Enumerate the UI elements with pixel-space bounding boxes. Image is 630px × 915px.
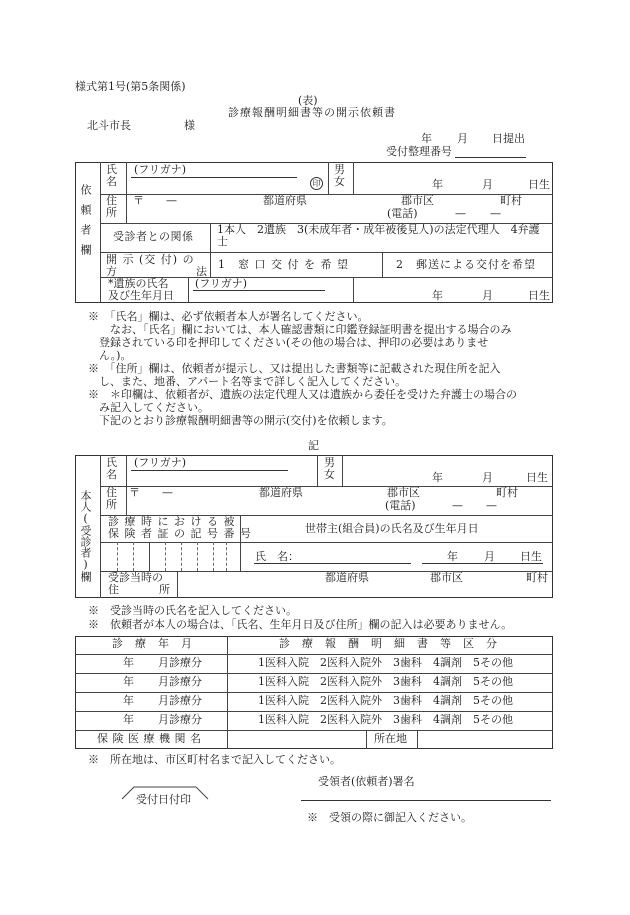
- note-line: ※ ＊印欄は、依頼者が、遺族の法定代理人又は遺族から委任を受けた弁護士の場合の: [88, 388, 517, 401]
- location-note: ※ 所在地は、市区町村名まで記入してください。: [88, 753, 341, 766]
- receipt-number-label: 受付整理番号: [386, 145, 452, 158]
- household-head-birth-year: 年: [447, 550, 458, 563]
- household-head-name-input[interactable]: [300, 545, 410, 562]
- requester-prefecture: 都道府県: [263, 194, 307, 207]
- method-option-mail[interactable]: 2 郵送による交付を希望: [396, 258, 536, 271]
- method-option-window[interactable]: 1 窓 口 交 付 を 希 望: [218, 258, 349, 271]
- location-label: 所在地: [374, 732, 407, 745]
- household-head-name-label: 氏 名：: [255, 550, 299, 563]
- insurance-number-input[interactable]: [101, 543, 239, 570]
- visit-prefecture: 都道府県: [325, 571, 369, 584]
- note-line: 登録されている印を押印してください(その他の場合は、押印の必要はありませ: [88, 336, 489, 349]
- patient-postal-mark: 〒: [129, 486, 140, 499]
- seal-icon: 印: [310, 177, 323, 190]
- submit-year: 年: [421, 132, 432, 145]
- requester-birth-year: 年: [432, 178, 443, 191]
- patient-name-input[interactable]: [128, 471, 313, 485]
- patient-phone-label: (電話): [385, 499, 416, 512]
- submit-month: 月: [457, 132, 468, 145]
- row-types[interactable]: 1医科入院 2医科入院外 3歯科 4調剤 5その他: [258, 675, 513, 688]
- requester-sex-select[interactable]: 男女: [334, 163, 345, 188]
- receipt-number-field[interactable]: [455, 157, 526, 158]
- side-label: (表): [298, 94, 318, 107]
- patient-sex-select[interactable]: 男女: [324, 456, 335, 481]
- note-line: ※ 「氏名」欄は、必ず依頼者本人が署名してください。: [88, 310, 369, 323]
- col-header-month: 診 療 年 月: [112, 637, 193, 650]
- submit-day: 日提出: [492, 132, 525, 145]
- patient-phone-dash-1: —: [452, 499, 463, 512]
- row-year: 年: [123, 656, 134, 669]
- note-line: み記入してください。: [88, 401, 209, 414]
- patient-phone-dash-2: —: [486, 499, 497, 512]
- patient-city: 郡市区: [387, 486, 420, 499]
- visit-city: 郡市区: [430, 571, 463, 584]
- bereaved-label-line2: 及び生年月日: [108, 289, 174, 302]
- row-year: 年: [123, 675, 134, 688]
- note-line: し、また、地番、アパート名等まで詳しく記入してください。: [88, 375, 407, 388]
- visit-address-input[interactable]: [179, 572, 549, 597]
- row-types[interactable]: 1医科入院 2医科入院外 3歯科 4調剤 5その他: [258, 694, 513, 707]
- row-types[interactable]: 1医科入院 2医科入院外 3歯科 4調剤 5その他: [258, 713, 513, 726]
- row-month: 月診療分: [158, 694, 202, 707]
- patient-town: 町村: [496, 486, 518, 499]
- visit-town: 町村: [526, 571, 548, 584]
- requester-town: 町村: [500, 194, 522, 207]
- patient-birth-year: 年: [432, 471, 443, 484]
- requester-phone-dash-1: —: [455, 207, 466, 220]
- row-year: 年: [123, 694, 134, 707]
- requester-phone-dash-2: —: [490, 207, 501, 220]
- document-title: 診療報酬明細書等の開示依頼書: [228, 106, 396, 119]
- row-month: 月診療分: [158, 675, 202, 688]
- requester-birth-month: 月: [482, 178, 493, 191]
- note-line: なお、「氏名」欄においては、本人確認書類に印鑑登録証明書を提出する場合のみ: [88, 323, 512, 336]
- requester-address-input[interactable]: [128, 196, 548, 222]
- bereaved-label-line1: *遺族の氏名: [108, 277, 169, 290]
- requester-section-label: 依頼者欄: [79, 184, 92, 264]
- bereaved-name-input[interactable]: [190, 291, 350, 302]
- patient-address-input[interactable]: [128, 488, 548, 514]
- patient-birth-day: 日生: [526, 471, 548, 484]
- relation-label: 受診者との関係: [113, 230, 194, 243]
- requester-city: 郡市区: [401, 194, 434, 207]
- col-header-type: 診 療 報 酬 明 細 書 等 区 分: [279, 637, 498, 650]
- insurance-label-line2: 保 険 者 証 の 記 号 番 号: [108, 527, 252, 540]
- relation-options[interactable]: 1本人 2遺族 3(未成年者・成年被後見人)の法定代理人 4弁護士: [217, 223, 540, 248]
- institution-name-input[interactable]: [228, 731, 365, 748]
- ki-label: 記: [308, 439, 319, 452]
- requester-name-input[interactable]: [128, 178, 298, 193]
- patient-name-label: 氏名: [106, 456, 117, 481]
- bereaved-birth-year: 年: [432, 289, 443, 302]
- insurance-label-line1: 診 療 時 に お け る 被: [108, 515, 236, 528]
- patient-section-label: 本人(受診者)欄: [79, 490, 92, 582]
- requester-postal-dash: —: [166, 194, 177, 207]
- note-line: ※ 依頼者が本人の場合は、「氏名、生年月日及び住所」欄の記入は必要ありません。: [88, 618, 513, 631]
- household-head-label: 世帯主(組合員)の氏名及び生年月日: [305, 522, 479, 535]
- note-line: ※ 受診当時の氏名を記入してください。: [88, 604, 297, 617]
- form-number: 様式第1号(第5条関係): [75, 80, 186, 93]
- row-year: 年: [123, 713, 134, 726]
- household-head-birth-day: 日生: [520, 550, 542, 563]
- addressee: 北斗市長: [87, 119, 131, 132]
- method-label-line2b: 法: [196, 265, 207, 278]
- signature-input[interactable]: [301, 786, 551, 800]
- location-input[interactable]: [418, 731, 552, 748]
- bereaved-birth-month: 月: [482, 289, 493, 302]
- signature-note: ※ 受領の際に御記入ください。: [307, 811, 472, 824]
- household-head-birth-month: 月: [484, 550, 495, 563]
- requester-postal-mark: 〒: [133, 194, 144, 207]
- visit-address-label-line2a: 住: [108, 583, 119, 596]
- method-label-line2a: 方: [106, 265, 117, 278]
- bereaved-birth-day: 日生: [528, 289, 550, 302]
- receipt-stamp-label: 受付日付印: [136, 793, 191, 806]
- requester-address-label: 住所: [106, 194, 117, 219]
- patient-address-label: 住所: [106, 486, 117, 511]
- patient-postal-dash: —: [162, 486, 173, 499]
- note-line: 下記のとおり診療報酬明細書等の開示(交付)を依頼します。: [88, 414, 393, 427]
- row-types[interactable]: 1医科入院 2医科入院外 3歯科 4調剤 5その他: [258, 656, 513, 669]
- note-line: ん。)。: [88, 349, 132, 362]
- signature-label: 受領者(依頼者)署名: [318, 775, 415, 788]
- note-line: ※ 「住所」欄は、依頼者が提示し、又は提出した書類等に記載された現住所を記入: [88, 362, 501, 375]
- bereaved-furigana: (フリガナ): [195, 277, 248, 290]
- method-label-line1: 開 示 (交 付) の: [106, 253, 195, 266]
- row-month: 月診療分: [158, 656, 202, 669]
- patient-furigana: (フリガナ): [134, 456, 187, 469]
- patient-birth-month: 月: [482, 471, 493, 484]
- institution-label: 保 険 医 療 機 関 名: [97, 732, 202, 745]
- row-month: 月診療分: [158, 713, 202, 726]
- honorific: 様: [184, 119, 195, 132]
- visit-address-label-line1: 受診当時の: [108, 571, 163, 584]
- visit-address-label-line2b: 所: [159, 583, 170, 596]
- requester-furigana: (フリガナ): [134, 163, 187, 176]
- requester-birth-day: 日生: [528, 178, 550, 191]
- requester-name-label: 氏名: [106, 163, 117, 188]
- requester-phone-label: (電話): [387, 207, 418, 220]
- patient-prefecture: 都道府県: [259, 486, 303, 499]
